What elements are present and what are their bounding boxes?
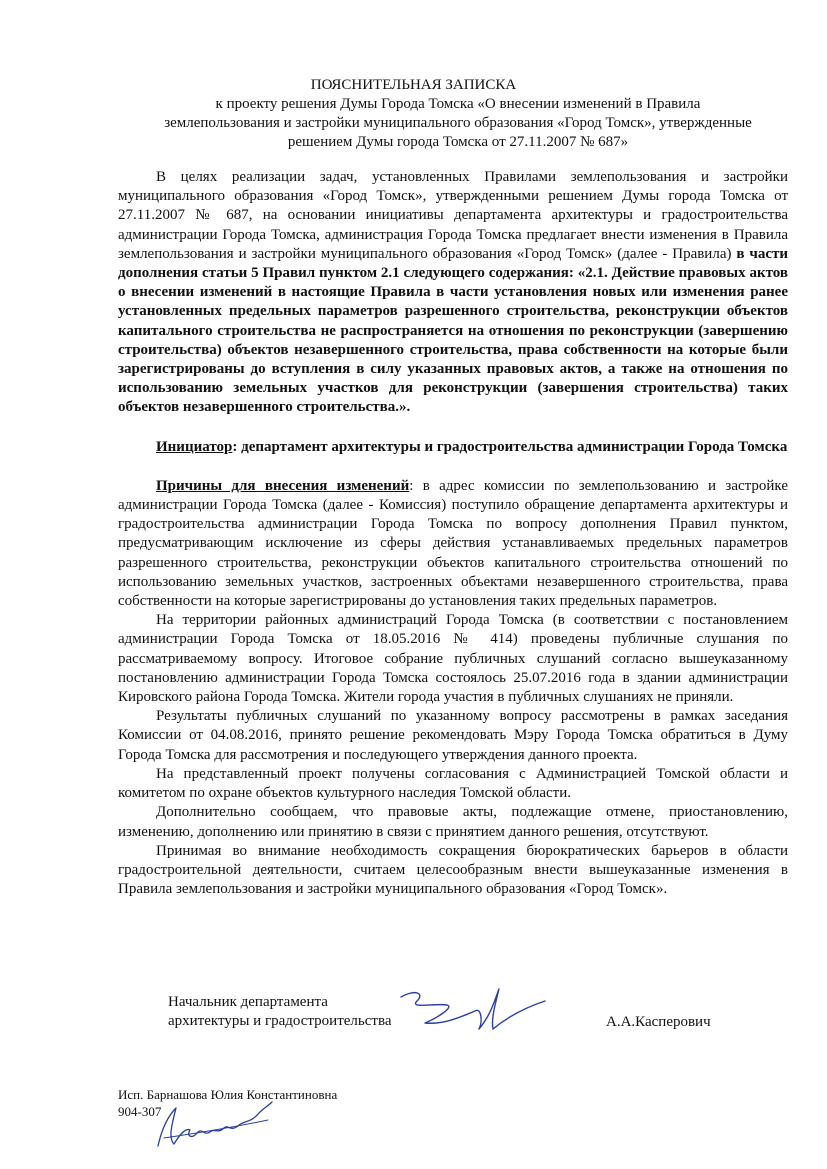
legal-acts-paragraph: Дополнительно сообщаем, что правовые акты, подлежащие отмене, приостановлению, изменению, дополнению или принятию в связи с принятием данного решения, отсутствуют. bbox=[118, 804, 788, 840]
document-subtitle bbox=[118, 95, 798, 152]
document-body bbox=[118, 168, 788, 899]
intro-paragraph bbox=[118, 168, 788, 418]
subtitle-line: решением Думы города Томска от 27.11.2007 № 687» bbox=[287, 134, 629, 150]
approvals-paragraph: На представленный проект получены согласования с Администрацией Томской области и комитетом по охране объектов культурного наследия Томской области. bbox=[118, 765, 788, 802]
initiator-label: Инициатор bbox=[156, 438, 233, 455]
signatory-position bbox=[168, 993, 391, 1031]
hearings-paragraph: На территории районных администраций Города Томска (в соответствии с постановлением администрации Города Томска от 18.05.2016 № 414) проведены публичные слушания по рассматриваемому вопросу. Итоговое собрание публичных слушаний согласно вышеуказанному постановлению администрации Города Томска состоялось 25.07.2016 года в здании администрации Кировского района Города Томска. Жители города участия в публичных слушаниях не приняли. bbox=[118, 612, 788, 706]
subtitle-line: землепользования и застройки муниципального образования «Город Томск», утвержденные bbox=[164, 115, 752, 131]
reasons-paragraph bbox=[118, 477, 788, 611]
executor-signature bbox=[150, 1098, 280, 1153]
document-title: ПОЯСНИТЕЛЬНАЯ ЗАПИСКА bbox=[310, 77, 517, 93]
handwritten-signature bbox=[395, 985, 555, 1035]
results-paragraph: Результаты публичных слушаний по указанному вопросу рассмотрены в рамках заседания Комиссии от 04.08.2016, принято решение рекомендовать Мэру Города Томска обратиться в Думу Города Томска для рассмотрения и последующего утверждения данного проекта. bbox=[118, 708, 788, 763]
conclusion-paragraph: Принимая во внимание необходимость сокращения бюрократических барьеров в области градостроительной деятельности, считаем целесообразным внести вышеуказанные изменения в Правила землепользования и застройки муниципального образования «Город Томск». bbox=[118, 842, 788, 898]
signatory-name: А.А.Касперович bbox=[606, 1014, 711, 1030]
position-line: Начальник департамента bbox=[168, 994, 328, 1010]
executor-phone: 904-307 bbox=[118, 1104, 162, 1119]
executor-name: Исп. Барнашова Юлия Константиновна bbox=[118, 1087, 338, 1102]
initiator-text: : департамент архитектуры и градостроительства администрации Города Томска bbox=[232, 438, 788, 455]
position-line: архитектуры и градостроительства bbox=[168, 1013, 392, 1029]
subtitle-line: к проекту решения Думы Города Томска «О внесении изменений в Правила bbox=[215, 96, 701, 112]
reasons-text: : в адрес комиссии по землепользованию и застройке администрации Города Томска (далее - Комиссия) поступило обращение департамента архитектуры и градостроительства администрации Города Томска по вопросу дополнения Правил пунктом, предусматривающим исключение из сферы действия устанавливаемых предельных параметров разрешенного строительства, реконструкции объектов капитального строительства отношений по использованию земельных участков, застроенных объектами незавершенного строительства, права собственности на которые зарегистрированы до установления таких предельных параметров. bbox=[118, 477, 788, 610]
intro-text: В целях реализации задач, установленных Правилами землепользования и застройки муниципального образования «Город Томск», утвержденными решением Думы города Томска от 27.11.2007 № 687, на основании инициативы департамента архитектуры и градостроительства администрации Города Томска, администрация Города Томска предлагает внести изменения в Правила землепользования и застройки муниципального образования «Город Томск» (далее - Правила) bbox=[118, 169, 788, 262]
intro-bold-text: в части дополнения статьи 5 Правил пунктом 2.1 следующего содержания: «2.1. Действие правовых актов о внесении изменений в настоящие Правила в части установления новых или изменения ранее установленных предельных параметров разрешенного строительства, реконструкции объектов капитального строительства не распространяется на отношения по реконструкции (завершению строительства) объектов незавершенного строительства, права собственности на которые были зарегистрированы до вступления в силу указанных правовых актов, а также на отношения по использованию земельных участков для реконструкции (завершения строительства) таких объектов незавершенного строительства.». bbox=[118, 245, 789, 416]
reasons-label: Причины для внесения изменений bbox=[156, 477, 410, 494]
initiator-paragraph bbox=[118, 438, 788, 457]
